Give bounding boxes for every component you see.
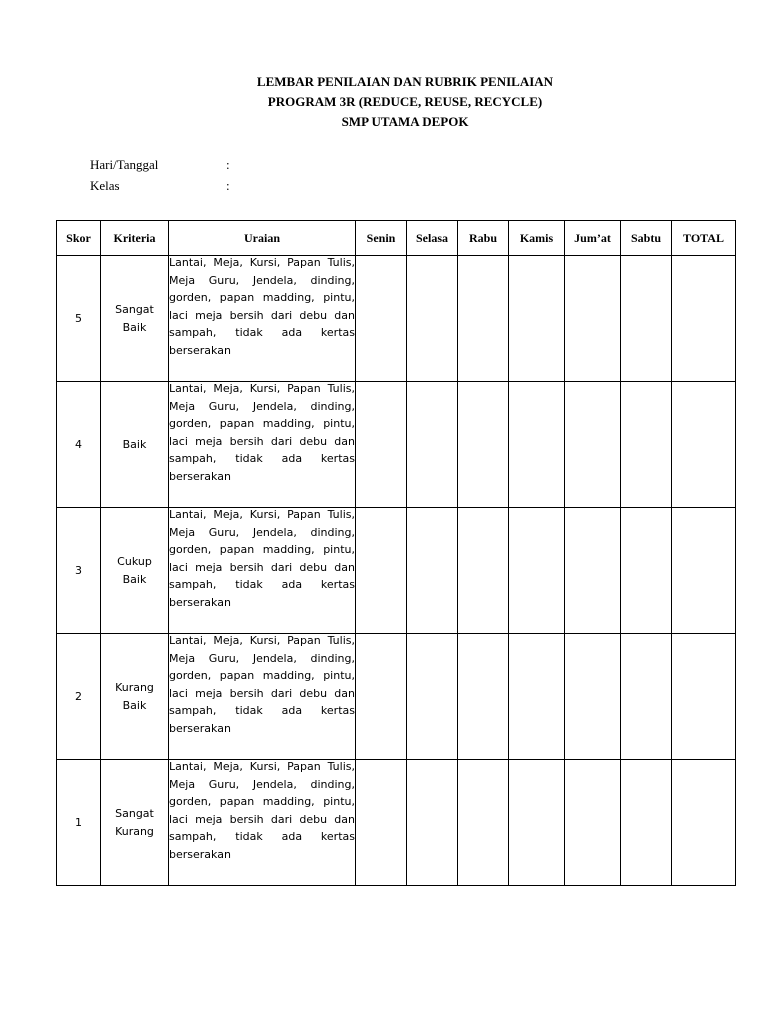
description-text: Lantai, Meja, Kursi, Papan Tulis, Meja Guru, Jendela, dinding, gorden, papan madding, pintu, laci meja bersih dari debu dan sampah, tidak ada kertas berserakan (169, 760, 355, 861)
senin-score-cell[interactable] (356, 256, 407, 382)
jumat-score-cell[interactable] (565, 508, 621, 634)
description-cell (169, 508, 356, 634)
table-header-row (57, 221, 736, 256)
senin-score-cell[interactable] (356, 760, 407, 886)
header-kamis: Kamis (509, 221, 565, 256)
criteria-cell (101, 760, 169, 886)
selasa-score-cell[interactable] (407, 508, 458, 634)
header-senin: Senin (356, 221, 407, 256)
selasa-score-cell[interactable] (407, 256, 458, 382)
rabu-score-cell[interactable] (458, 256, 509, 382)
description-text: Lantai, Meja, Kursi, Papan Tulis, Meja Guru, Jendela, dinding, gorden, papan madding, pintu, laci meja bersih dari debu dan sampah, tidak ada kertas berserakan (169, 256, 355, 357)
senin-score-cell[interactable] (356, 382, 407, 508)
criteria-cell (101, 256, 169, 382)
rabu-score-cell[interactable] (458, 382, 509, 508)
header-selasa: Selasa (407, 221, 458, 256)
table-row (57, 382, 736, 508)
description-cell (169, 760, 356, 886)
total-score-cell[interactable] (672, 256, 736, 382)
kamis-score-cell[interactable] (509, 760, 565, 886)
date-field (90, 157, 230, 173)
document-heading (0, 72, 768, 132)
description-text: Lantai, Meja, Kursi, Papan Tulis, Meja Guru, Jendela, dinding, gorden, papan madding, pintu, laci meja bersih dari debu dan sampah, tidak ada kertas berserakan (169, 508, 355, 609)
score-cell: 5 (57, 256, 101, 382)
rabu-score-cell[interactable] (458, 508, 509, 634)
jumat-score-cell[interactable] (565, 760, 621, 886)
criteria-cell (101, 382, 169, 508)
date-field-label: Hari/Tanggal (90, 157, 159, 172)
class-field-label: Kelas (90, 178, 120, 193)
description-cell (169, 256, 356, 382)
class-field (90, 178, 230, 194)
criteria-label: Baik (122, 437, 147, 451)
total-score-cell[interactable] (672, 508, 736, 634)
criteria-label: Sangat Baik (115, 302, 154, 334)
table-row (57, 760, 736, 886)
rubric-table (56, 220, 736, 886)
description-cell (169, 634, 356, 760)
sabtu-score-cell[interactable] (621, 382, 672, 508)
header-rabu: Rabu (458, 221, 509, 256)
table-row (57, 634, 736, 760)
sabtu-score-cell[interactable] (621, 508, 672, 634)
description-text: Lantai, Meja, Kursi, Papan Tulis, Meja Guru, Jendela, dinding, gorden, papan madding, pintu, laci meja bersih dari debu dan sampah, tidak ada kertas berserakan (169, 382, 355, 483)
date-field-separator: : (226, 157, 230, 172)
senin-score-cell[interactable] (356, 634, 407, 760)
heading-school: SMP UTAMA DEPOK (341, 114, 469, 129)
class-field-separator: : (226, 178, 230, 193)
rabu-score-cell[interactable] (458, 760, 509, 886)
description-cell (169, 382, 356, 508)
heading-program: PROGRAM 3R (REDUCE, REUSE, RECYCLE) (267, 94, 543, 109)
score-cell: 1 (57, 760, 101, 886)
header-skor: Skor (57, 221, 101, 256)
selasa-score-cell[interactable] (407, 634, 458, 760)
kamis-score-cell[interactable] (509, 634, 565, 760)
kamis-score-cell[interactable] (509, 382, 565, 508)
selasa-score-cell[interactable] (407, 760, 458, 886)
criteria-label: Cukup Baik (117, 554, 152, 586)
header-total: TOTAL (672, 221, 736, 256)
selasa-score-cell[interactable] (407, 382, 458, 508)
criteria-cell (101, 508, 169, 634)
score-cell: 3 (57, 508, 101, 634)
rabu-score-cell[interactable] (458, 634, 509, 760)
sabtu-score-cell[interactable] (621, 760, 672, 886)
senin-score-cell[interactable] (356, 508, 407, 634)
table-row (57, 256, 736, 382)
header-uraian: Uraian (169, 221, 356, 256)
total-score-cell[interactable] (672, 634, 736, 760)
sabtu-score-cell[interactable] (621, 256, 672, 382)
table-row (57, 508, 736, 634)
total-score-cell[interactable] (672, 760, 736, 886)
score-cell: 2 (57, 634, 101, 760)
total-score-cell[interactable] (672, 382, 736, 508)
header-kriteria: Kriteria (101, 221, 169, 256)
header-sabtu: Sabtu (621, 221, 672, 256)
criteria-label: Sangat Kurang (115, 806, 154, 838)
criteria-label: Kurang Baik (115, 680, 154, 712)
heading-title: LEMBAR PENILAIAN DAN RUBRIK PENILAIAN (256, 74, 554, 89)
kamis-score-cell[interactable] (509, 508, 565, 634)
criteria-cell (101, 634, 169, 760)
jumat-score-cell[interactable] (565, 256, 621, 382)
jumat-score-cell[interactable] (565, 382, 621, 508)
score-cell: 4 (57, 382, 101, 508)
sabtu-score-cell[interactable] (621, 634, 672, 760)
jumat-score-cell[interactable] (565, 634, 621, 760)
kamis-score-cell[interactable] (509, 256, 565, 382)
header-jumat: Jum’at (565, 221, 621, 256)
description-text: Lantai, Meja, Kursi, Papan Tulis, Meja Guru, Jendela, dinding, gorden, papan madding, pintu, laci meja bersih dari debu dan sampah, tidak ada kertas berserakan (169, 634, 355, 735)
